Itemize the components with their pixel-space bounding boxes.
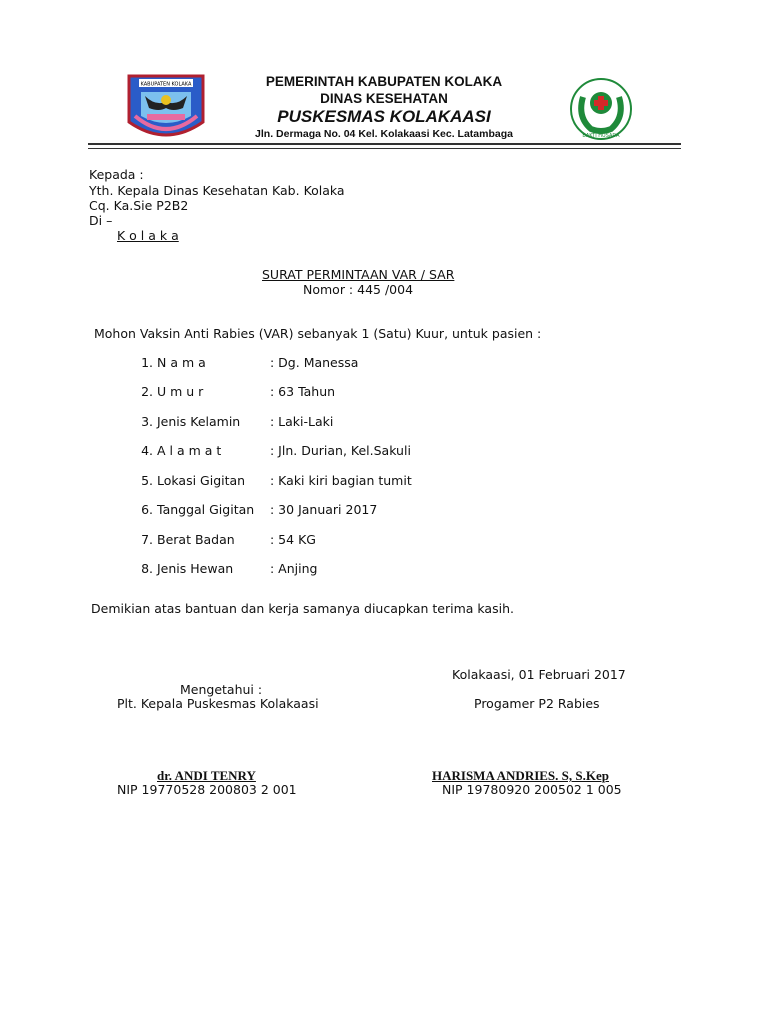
list-item-value: : Anjing: [270, 561, 318, 576]
list-item-label: Lokasi Gigitan: [157, 473, 246, 488]
left-signature-heading: Mengetahui :: [180, 682, 263, 697]
left-signature-title: Plt. Kepala Puskesmas Kolakaasi: [117, 696, 319, 711]
list-item-label: U m u r: [157, 384, 204, 399]
list-item-number: 8.: [141, 561, 153, 576]
list-item-value: : Jln. Durian, Kel.Sakuli: [270, 443, 411, 458]
list-item-number: 7.: [141, 532, 153, 547]
recipient-di: Di –: [89, 213, 113, 228]
header-divider: [88, 143, 681, 145]
list-item-number: 3.: [141, 414, 153, 429]
letter-intro: Mohon Vaksin Anti Rabies (VAR) sebanyak 1 (Satu) Kuur, untuk pasien :: [94, 326, 542, 341]
right-signature-title: Progamer P2 Rabies: [474, 696, 600, 711]
list-item-number: 4.: [141, 443, 153, 458]
list-item-value: : 63 Tahun: [270, 384, 336, 399]
header-puskesmas: PUSKESMAS KOLAKAASI: [277, 107, 491, 126]
list-item-value: : 54 KG: [270, 532, 316, 547]
list-item-label: N a m a: [157, 355, 206, 370]
left-signatory-nip: NIP 19770528 200803 2 001: [117, 782, 297, 797]
list-item-label: A l a m a t: [157, 443, 222, 458]
kolaka-emblem-text: KABUPATEN KOLAKA: [140, 81, 192, 88]
right-signatory-name: HARISMA ANDRIES. S, S.Kep: [432, 768, 609, 783]
list-item-value: : Kaki kiri bagian tumit: [270, 473, 412, 488]
list-item-number: 6.: [141, 502, 153, 517]
list-item-label: Jenis Kelamin: [157, 414, 241, 429]
letter-title: SURAT PERMINTAAN VAR / SAR: [262, 267, 455, 282]
bakti-husada-text: BAKTI HUSADA: [582, 133, 620, 139]
header-department: DINAS KESEHATAN: [320, 91, 448, 106]
recipient-addressee: Yth. Kepala Dinas Kesehatan Kab. Kolaka: [89, 183, 345, 198]
list-item-number: 2.: [141, 384, 153, 399]
header-divider-thin: [88, 148, 681, 149]
list-item-value: : Dg. Manessa: [270, 355, 359, 370]
letter-closing: Demikian atas bantuan dan kerja samanya diucapkan terima kasih.: [91, 601, 514, 616]
left-signatory-name: dr. ANDI TENRY: [157, 768, 256, 783]
list-item-number: 1.: [141, 355, 153, 370]
header-address: Jln. Dermaga No. 04 Kel. Kolakaasi Kec. Latambaga: [255, 128, 513, 140]
place-date: Kolakaasi, 01 Februari 2017: [452, 667, 626, 682]
letter-number: Nomor : 445 /004: [303, 282, 414, 297]
recipient-cq: Cq. Ka.Sie P2B2: [89, 198, 189, 213]
recipient-city: K o l a k a: [117, 228, 179, 243]
recipient-kepada: Kepada :: [89, 167, 144, 182]
list-item-label: Jenis Hewan: [157, 561, 234, 576]
list-item-label: Tanggal Gigitan: [157, 502, 255, 517]
list-item-label: Berat Badan: [157, 532, 235, 547]
list-item-number: 5.: [141, 473, 153, 488]
header-government: PEMERINTAH KABUPATEN KOLAKA: [265, 74, 503, 89]
right-signatory-nip: NIP 19780920 200502 1 005: [442, 782, 622, 797]
list-item-value: : Laki-Laki: [270, 414, 334, 429]
list-item-value: : 30 Januari 2017: [270, 502, 378, 517]
